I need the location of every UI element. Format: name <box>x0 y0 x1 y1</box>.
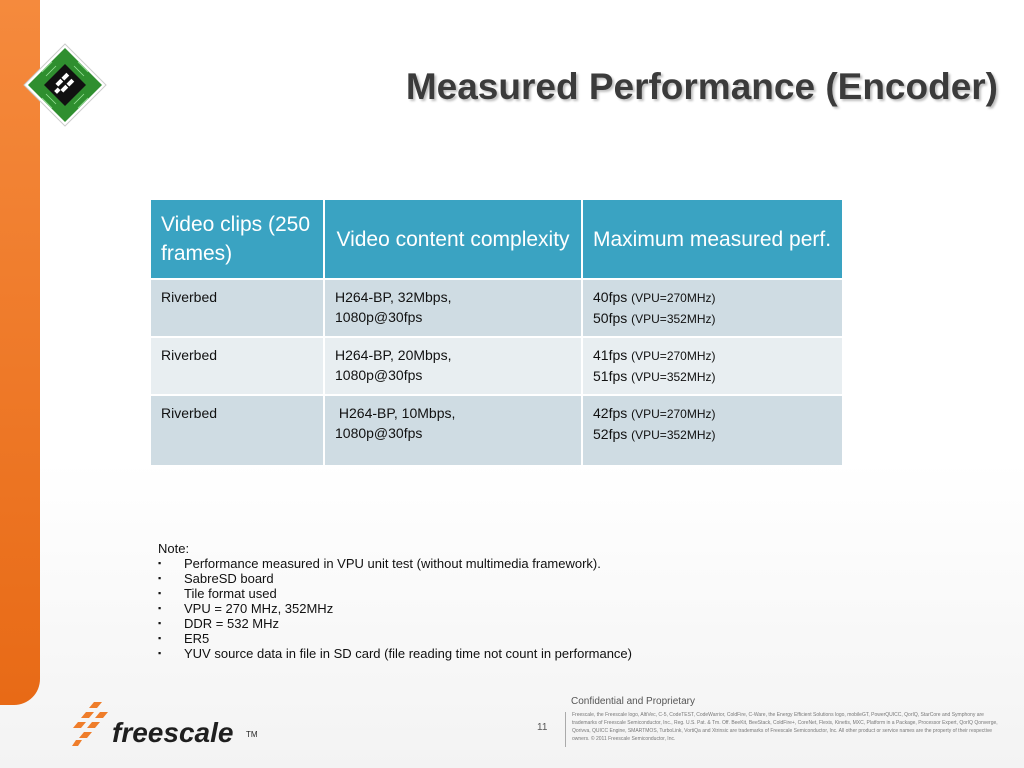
legal-text: Freescale, the Freescale logo, AltiVec, C-5, CodeTEST, CodeWarrior, ColdFire, C-Ware, the Energy Efficient Solutions logo, mobileGT, PowerQUICC, QorIQ, StarCore and Symphony are trademarks of Freescale Semiconductor, Inc., Reg. U.S. Pat. & Tm. Off. BeeKit, BeeStack, ColdFire+, CoreNet, Flexis, Kinetis, MXC, Platform in a Package, Processor Expert, QorIQ Qonverge, Qorivva, QUICC Engine, SMARTMOS, TurboLink, VortiQa and Xtrinsic are trademarks of Freescale Semiconductor, Inc. All other product or service names are the property of their respective owners. © 2011 Freescale Semiconductor, Inc. <box>572 712 998 742</box>
notes-section <box>158 541 632 661</box>
content-line1: H264-BP, 32Mbps, <box>335 289 452 305</box>
table-row <box>150 279 843 337</box>
cell-content <box>324 395 582 466</box>
content-line2: 1080p@30fps <box>335 367 423 383</box>
bullet-icon: ▪ <box>158 558 162 568</box>
perf2-value: 51fps <box>593 368 628 384</box>
cell-clip: Riverbed <box>150 279 324 337</box>
cell-content <box>324 337 582 395</box>
note-item-text: VPU = 270 MHz, 352MHz <box>184 601 334 616</box>
cell-perf <box>582 395 843 466</box>
table-header-row <box>150 199 843 279</box>
note-item-text: Tile format used <box>184 586 277 601</box>
note-item-text: YUV source data in file in SD card (file reading time not count in performance) <box>184 646 632 661</box>
column-header-video-clips: Video clips (250 frames) <box>150 199 324 279</box>
perf1-value: 42fps <box>593 405 628 421</box>
content-line1: H264-BP, 10Mbps, <box>335 405 456 421</box>
bullet-icon: ▪ <box>158 633 162 643</box>
freescale-wordmark: freescale <box>112 717 234 748</box>
footer-divider <box>565 712 566 747</box>
freescale-logo <box>72 702 262 748</box>
column-header-max-perf: Maximum measured perf. <box>582 199 843 279</box>
list-item <box>158 556 632 571</box>
list-item <box>158 631 632 646</box>
list-item <box>158 586 632 601</box>
list-item <box>158 571 632 586</box>
confidential-label: Confidential and Proprietary <box>571 696 695 707</box>
note-item-text: SabreSD board <box>184 571 274 586</box>
page-number: 11 <box>537 722 548 733</box>
perf1-value: 40fps <box>593 289 628 305</box>
table-row <box>150 395 843 466</box>
note-item-text: Performance measured in VPU unit test (without multimedia framework). <box>184 556 601 571</box>
table-row <box>150 337 843 395</box>
bullet-icon: ▪ <box>158 603 162 613</box>
perf1-note: (VPU=270MHz) <box>631 291 716 305</box>
list-item <box>158 601 632 616</box>
perf1-note: (VPU=270MHz) <box>631 349 716 363</box>
cell-content <box>324 279 582 337</box>
column-header-content-complexity: Video content complexity <box>324 199 582 279</box>
content-line1: H264-BP, 20Mbps, <box>335 347 452 363</box>
note-list <box>158 556 632 661</box>
performance-table <box>149 198 844 467</box>
list-item <box>158 616 632 631</box>
perf2-value: 50fps <box>593 310 628 326</box>
cell-clip: Riverbed <box>150 337 324 395</box>
bullet-icon: ▪ <box>158 648 162 658</box>
cell-clip: Riverbed <box>150 395 324 466</box>
perf2-note: (VPU=352MHz) <box>631 312 716 326</box>
freescale-chip-logo-icon <box>22 42 108 128</box>
cell-perf <box>582 337 843 395</box>
content-line2: 1080p@30fps <box>335 309 423 325</box>
bullet-icon: ▪ <box>158 588 162 598</box>
perf2-note: (VPU=352MHz) <box>631 370 716 384</box>
bullet-icon: ▪ <box>158 618 162 628</box>
slide-title: Measured Performance (Encoder) <box>405 66 998 107</box>
perf2-value: 52fps <box>593 426 628 442</box>
freescale-wordmark-mark-icon <box>72 702 112 746</box>
perf1-value: 41fps <box>593 347 628 363</box>
perf2-note: (VPU=352MHz) <box>631 428 716 442</box>
list-item <box>158 646 632 661</box>
note-label: Note: <box>158 541 190 556</box>
trademark-symbol: TM <box>246 730 258 739</box>
cell-perf <box>582 279 843 337</box>
content-line2: 1080p@30fps <box>335 425 423 441</box>
bullet-icon: ▪ <box>158 573 162 583</box>
perf1-note: (VPU=270MHz) <box>631 407 716 421</box>
note-item-text: ER5 <box>184 631 210 646</box>
note-item-text: DDR = 532 MHz <box>184 616 279 631</box>
